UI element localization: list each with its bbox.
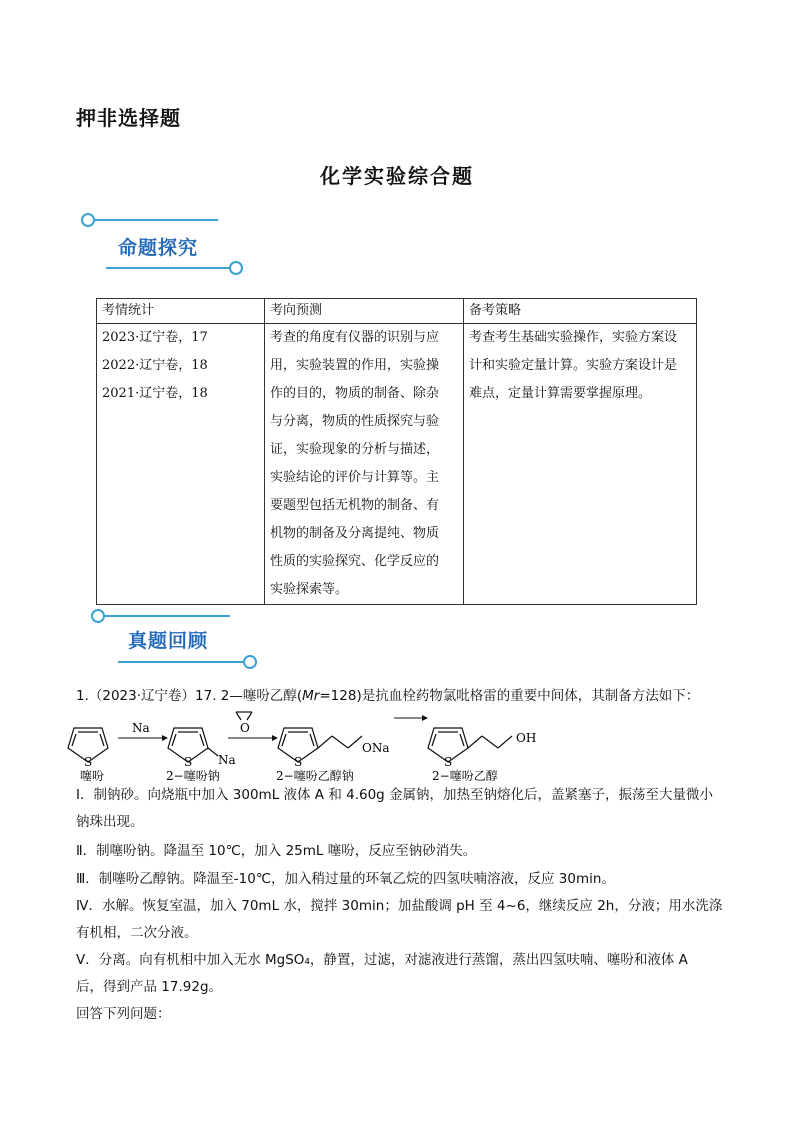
atom-s: S — [84, 755, 93, 769]
arrow-head — [162, 735, 168, 741]
header-cell: 考情统计 — [97, 299, 265, 324]
step-line: Ⅲ．制噻吩乙醇钠。降温至-10℃，加入稍过量的环氧乙烷的四氢呋喃溶液，反应 30min。 — [76, 871, 615, 887]
banner-explore — [78, 208, 248, 280]
banner-review — [88, 604, 263, 676]
forecast-line: 实验结论的评价与计算等。主 — [270, 470, 440, 485]
compound-label: 2−噻吩乙醇 — [432, 769, 498, 782]
atom-s: S — [184, 755, 193, 769]
step-line: 钠珠出现。 — [76, 814, 144, 830]
forecast-line: 性质的实验探究、化学反应的 — [270, 554, 440, 569]
forecast-line: 作的目的，物质的制备、除杂 — [270, 386, 440, 401]
compound-label: 噻吩 — [80, 769, 105, 782]
intro-text: 1.（2023·辽宁卷）17. 2—噻吩乙醇( — [76, 688, 303, 704]
banner-explore-label: 命题探究 — [118, 237, 199, 259]
atom-ona: ONa — [362, 741, 390, 755]
stat-line: 2021·辽宁卷，18 — [102, 386, 208, 401]
table-cell-strategy — [464, 324, 697, 605]
step-1 — [76, 782, 726, 836]
strategy-line: 考查考生基础实验操作，实验方案设 — [469, 330, 678, 345]
thienyl-sodium-structure — [168, 728, 218, 762]
forecast-line: 实验探索等。 — [270, 582, 349, 597]
header-cell: 备考策略 — [464, 299, 697, 324]
reagent-o: O — [240, 721, 250, 735]
stat-line: 2022·辽宁卷，18 — [102, 358, 208, 373]
thienyl-ethanol-structure — [428, 728, 512, 762]
forecast-line: 用，实验装置的作用，实验操 — [270, 358, 440, 373]
step-line: 有机相，二次分液。 — [76, 925, 198, 941]
reaction-scheme — [66, 706, 566, 782]
step-3 — [76, 866, 726, 893]
step-line: Ⅴ．分离。向有机相中加入无水 MgSO₄，静置，过滤，对滤液进行蒸馏，蒸出四氢呋喃、噻吩和液体 A — [76, 952, 688, 968]
step-2 — [76, 838, 726, 865]
table-cell-stats — [97, 324, 265, 605]
header-cell: 考向预测 — [265, 299, 464, 324]
banner-review-label: 真题回顾 — [128, 630, 209, 652]
step-4 — [76, 893, 726, 947]
strategy-line: 计和实验定量计算。实验方案设计是 — [469, 358, 678, 373]
arrow-head — [422, 715, 428, 721]
answer-prompt: 回答下列问题： — [76, 1006, 171, 1022]
stat-line: 2023·辽宁卷，17 — [102, 330, 208, 345]
table-row — [97, 324, 697, 605]
intro-text: =128)是抗血栓药物氯吡格雷的重要中间体，其制备方法如下： — [319, 688, 700, 704]
strategy-line: 难点，定量计算需要掌握原理。 — [469, 386, 652, 401]
atom-s: S — [294, 755, 303, 769]
reagent-na: Na — [132, 721, 150, 735]
compound-label: 2−噻吩乙醇钠 — [276, 769, 354, 782]
section-kicker: 押非选择题 — [76, 106, 181, 130]
table-cell-forecast — [265, 324, 464, 605]
step-line: Ⅱ．制噻吩钠。降温至 10℃，加入 25mL 噻吩，反应至钠砂消失。 — [76, 843, 477, 859]
table-header-row — [97, 299, 697, 324]
info-table — [96, 298, 697, 605]
page-title: 化学实验综合题 — [320, 164, 474, 188]
step-line: Ⅳ．水解。恢复室温，加入 70mL 水，搅拌 30min；加盐酸调 pH 至 4~6，继续反应 2h，分液；用水洗涤 — [76, 898, 723, 914]
step-line: Ⅰ．制钠砂。向烧瓶中加入 300mL 液体 A 和 4.60g 金属钠，加热至钠熔化后，盖紧塞子，振荡至大量微小 — [76, 787, 714, 803]
intro-mr: Mr — [302, 688, 320, 704]
step-line: 后，得到产品 17.92g。 — [76, 979, 223, 995]
forecast-line: 考查的角度有仪器的识别与应 — [270, 330, 440, 345]
atom-s: S — [444, 755, 453, 769]
arrow-head — [272, 735, 278, 741]
forecast-line: 证，实验现象的分析与描述， — [270, 442, 440, 457]
forecast-line: 要题型包括无机物的制备、有 — [270, 498, 440, 513]
epoxide-icon — [236, 712, 252, 720]
step-5 — [76, 947, 726, 1001]
forecast-line: 机物的制备及分离提纯、物质 — [270, 526, 440, 541]
forecast-line: 与分离，物质的性质探究与验 — [270, 414, 440, 429]
thienyl-ethoxide-structure — [278, 728, 362, 762]
atom-na: Na — [218, 753, 236, 767]
question-intro — [76, 684, 699, 704]
compound-label: 2−噻吩钠 — [166, 769, 220, 782]
atom-oh: OH — [516, 731, 537, 745]
